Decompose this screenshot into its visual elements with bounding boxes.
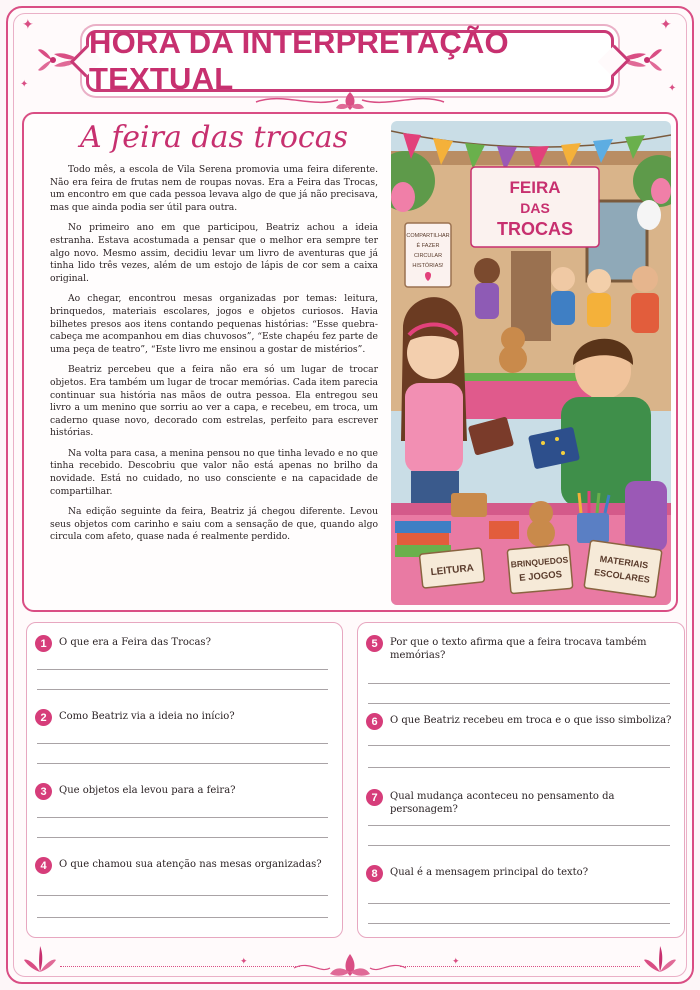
question-text: Que objetos ela levou para a feira?: [59, 785, 236, 796]
question-number: 3: [35, 783, 52, 800]
question-text: O que Beatriz recebeu em troca e o que isso simboliza?: [390, 715, 672, 726]
title-banner: [86, 25, 614, 96]
question-item: [35, 709, 332, 769]
question-item: [366, 789, 674, 853]
answer-line[interactable]: [368, 825, 670, 826]
question-text: O que chamou sua atenção nas mesas organizadas?: [59, 859, 322, 870]
answer-line[interactable]: [37, 763, 328, 764]
answer-line[interactable]: [368, 745, 670, 746]
question-text: O que era a Feira das Trocas?: [59, 637, 211, 648]
sparkle-icon: ✦: [22, 17, 34, 33]
answer-line[interactable]: [37, 917, 328, 918]
answer-line[interactable]: [368, 683, 670, 684]
question-text: Como Beatriz via a ideia no início?: [59, 711, 235, 722]
question-item: [35, 783, 332, 843]
sparkle-icon: ✦: [240, 957, 248, 967]
question-text: Por que o texto afirma que a feira trocava também memórias?: [390, 637, 647, 661]
tag-leitura: LEITURA: [430, 562, 475, 579]
banner-word-3: TROCAS: [497, 219, 573, 239]
answer-line[interactable]: [37, 837, 328, 838]
question-number: 4: [35, 857, 52, 874]
question-number: 1: [35, 635, 52, 652]
question-number: 6: [366, 713, 383, 730]
floral-corner-icon: [22, 942, 58, 974]
sparkle-icon: ✦: [660, 17, 672, 33]
sparkle-icon: ✦: [668, 83, 677, 94]
answer-line[interactable]: [37, 669, 328, 670]
flourish-ornament-icon: [252, 90, 448, 112]
tag-brinquedos: BRINQUEDOS: [510, 554, 569, 570]
answer-line[interactable]: [368, 903, 670, 904]
questions-box-right: [357, 622, 685, 938]
page-title: HORA DA INTERPRETAÇÃO TEXTUAL: [89, 25, 509, 96]
answer-line[interactable]: [37, 817, 328, 818]
tag-jogos: E JOGOS: [518, 569, 563, 584]
questions-box-left: [26, 622, 343, 938]
question-item: [366, 865, 674, 929]
story-paragraph: Na edição seguinte da feira, Beatriz já chegou diferente. Levou seus objetos com carinho e saiu com a sensação de que, quando algo circula com afeto, quase nada é realmente perdido.: [50, 506, 378, 543]
answer-line[interactable]: [368, 845, 670, 846]
floral-footer-ornament-icon: [290, 950, 410, 980]
story-paragraph: Beatriz percebeu que a feira não era só um lugar de trocar objetos. Era também um lugar de trocar memórias. Cada item parecia continuar sua história nas mãos de outra pessoa. Ela entregou seu livro a um menino que sorriu ao ver a capa, e recebeu, em troca, um caderno quase novo, decorado com estrelas, perfeito para escrever histórias.: [50, 364, 378, 439]
swap-fair-illustration: [391, 121, 671, 605]
answer-line[interactable]: [37, 689, 328, 690]
banner-word-2: DAS: [520, 200, 550, 216]
tag-escolares: ESCOLARES: [593, 567, 651, 585]
question-number: 8: [366, 865, 383, 882]
story-paragraph: Ao chegar, encontrou mesas organizadas por temas: leitura, brinquedos, materiais escolares, jogos e objetos curiosos. Havia bilhetes presos aos itens contando pequenas histórias: “Esse quebra-cabeça me acompanhou em dias chuvosos”, “Este chapéu fez parte de uma peça de teatro”, “Este livro me ensinou a gostar de mistérios”.: [50, 293, 378, 355]
answer-line[interactable]: [37, 743, 328, 744]
answer-line[interactable]: [368, 703, 670, 704]
question-item: [35, 857, 332, 927]
question-number: 5: [366, 635, 383, 652]
question-text: Qual mudança aconteceu no pensamento da personagem?: [390, 791, 615, 815]
question-item: [366, 635, 674, 707]
footer-divider: [60, 966, 300, 967]
sign-text: COMPARTILHAR: [406, 233, 450, 239]
sign-text: CIRCULAR: [413, 253, 443, 259]
story-title: A feira das trocas: [80, 120, 348, 155]
answer-line[interactable]: [37, 895, 328, 896]
sign-text: É FAZER: [416, 243, 440, 249]
question-text: Qual é a mensagem principal do texto?: [390, 867, 589, 878]
story-illustration: [391, 121, 671, 605]
question-number: 2: [35, 709, 52, 726]
answer-line[interactable]: [368, 767, 670, 768]
sparkle-icon: ✦: [452, 957, 460, 967]
footer-divider: [400, 966, 640, 967]
story-text: [50, 164, 378, 552]
sparkle-icon: ✦: [20, 79, 29, 90]
floral-corner-icon: [642, 942, 678, 974]
banner-word-1: FEIRA: [509, 178, 561, 197]
tag-materiais: MATERIAIS: [599, 553, 649, 571]
story-paragraph: Na volta para casa, a menina pensou no que tinha levado e no que tinha recebido. Descobriu que valor não está apenas no brilho da novidade. Está no cuidado, no uso consciente e na capacidade de compartilhar.: [50, 447, 378, 497]
question-number: 7: [366, 789, 383, 806]
answer-line[interactable]: [368, 923, 670, 924]
sign-text: HISTÓRIAS!: [412, 263, 444, 269]
question-item: [35, 635, 332, 695]
story-paragraph: No primeiro ano em que participou, Beatriz achou a ideia estranha. Estava acostumada a pensar que o melhor era sempre ter algo novo. Mesmo assim, decidiu levar um livro de aventuras que já tinha lido três vezes, além de um estojo de lápis de cor sem a caixa original.: [50, 222, 378, 284]
story-paragraph: Todo mês, a escola de Vila Serena promovia uma feira diferente. Não era feira de frutas nem de roupas novas. Era a Feira das Trocas, um encontro em que cada pessoa levava algo de que já não precisava, mas que ainda podia ser útil para outra.: [50, 164, 378, 213]
question-item: [366, 713, 674, 777]
